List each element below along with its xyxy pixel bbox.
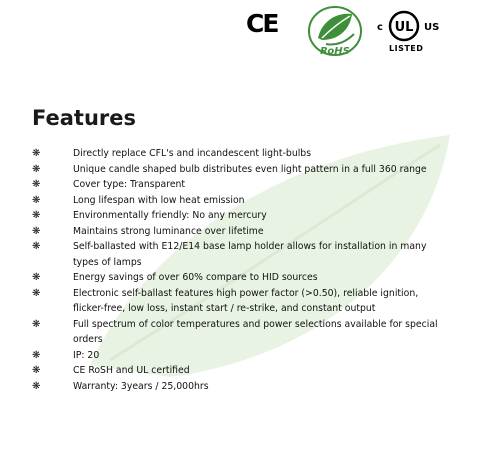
features-list bbox=[0, 146, 500, 394]
feature-text: Warranty: 3years / 25,000hrs bbox=[73, 380, 209, 392]
feature-item bbox=[0, 286, 500, 317]
feature-text: Long lifespan with low heat emission bbox=[73, 194, 245, 206]
feature-text: Full spectrum of color temperatures and power selections available for special orders bbox=[73, 318, 438, 345]
bullet-icon: ❋ bbox=[32, 241, 41, 252]
ul-c-label: c bbox=[377, 22, 383, 33]
feature-text: Environmentally friendly: No any mercury bbox=[73, 210, 267, 221]
ul-logo bbox=[373, 8, 438, 58]
bullet-icon: ❋ bbox=[32, 349, 41, 361]
rohs-logo bbox=[306, 4, 364, 58]
feature-item bbox=[0, 379, 500, 395]
bullet-icon: ❋ bbox=[32, 272, 41, 283]
feature-text: IP: 20 bbox=[73, 349, 100, 361]
ul-listed-label: LISTED bbox=[389, 44, 424, 53]
feature-text: Electronic self-ballast features high power factor (>0.50), reliable ignition, flicker-free, low loss, instant start / re-strike, and constant output bbox=[73, 287, 419, 314]
feature-item bbox=[0, 239, 500, 270]
feature-text: Maintains strong luminance over lifetime bbox=[73, 225, 264, 237]
bullet-icon: ❋ bbox=[32, 148, 41, 159]
rohs-label: RoHS bbox=[320, 46, 350, 57]
feature-text: Directly replace CFL's and incandescent light-bulbs bbox=[73, 148, 312, 159]
features-heading: Features bbox=[32, 106, 136, 130]
feature-item bbox=[0, 224, 500, 240]
feature-item bbox=[0, 162, 500, 178]
feature-item bbox=[0, 146, 500, 162]
bullet-icon: ❋ bbox=[32, 163, 41, 175]
ul-circle-icon bbox=[388, 10, 420, 42]
feature-text: Cover type: Transparent bbox=[73, 179, 186, 190]
bullet-icon: ❋ bbox=[32, 225, 41, 237]
feature-text: Unique candle shaped bulb distributes even light pattern in a full 360 range bbox=[73, 163, 427, 175]
feature-item bbox=[0, 208, 500, 224]
feature-item bbox=[0, 317, 500, 348]
feature-item bbox=[0, 177, 500, 193]
bullet-icon: ❋ bbox=[32, 318, 41, 330]
bullet-icon: ❋ bbox=[32, 365, 41, 376]
bullet-icon: ❋ bbox=[32, 179, 41, 190]
bullet-icon: ❋ bbox=[32, 287, 41, 299]
feature-text: CE RoSH and UL certified bbox=[73, 365, 190, 376]
feature-item bbox=[0, 270, 500, 286]
certification-logos bbox=[0, 4, 500, 64]
ce-logo: CE bbox=[246, 9, 278, 38]
ul-mark: UL bbox=[394, 20, 414, 35]
feature-item bbox=[0, 193, 500, 209]
bullet-icon: ❋ bbox=[32, 380, 41, 392]
ul-us-label: US bbox=[424, 22, 440, 33]
feature-text: Self-ballasted with E12/E14 base lamp holder allows for installation in many types of lamps bbox=[73, 241, 427, 268]
feature-text: Energy savings of over 60% compare to HID sources bbox=[73, 272, 318, 283]
bullet-icon: ❋ bbox=[32, 210, 41, 221]
bullet-icon: ❋ bbox=[32, 194, 41, 206]
feature-item bbox=[0, 348, 500, 364]
feature-item bbox=[0, 363, 500, 379]
